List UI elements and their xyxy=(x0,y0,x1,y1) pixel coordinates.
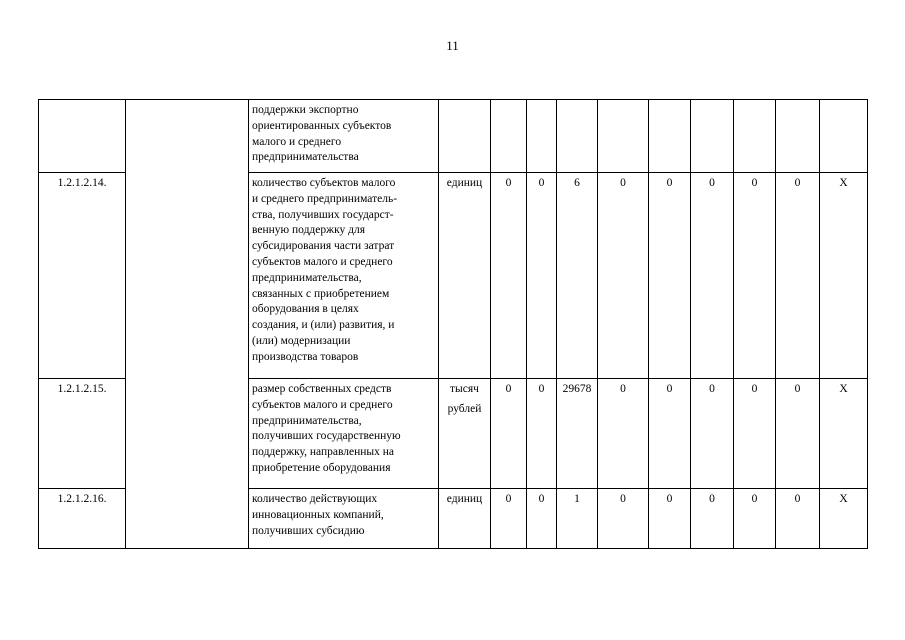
value-cell: 0 xyxy=(734,489,776,549)
value-cell: X xyxy=(820,379,868,489)
value-cell: 1 xyxy=(557,489,598,549)
value-cell: 0 xyxy=(598,173,649,379)
unit-cell: единиц xyxy=(439,489,491,549)
value-cell: 0 xyxy=(776,173,820,379)
value-cell: 0 xyxy=(527,379,557,489)
value-cell: X xyxy=(820,173,868,379)
value-cell: 0 xyxy=(491,489,527,549)
value-cell: 0 xyxy=(527,489,557,549)
description-cell: размер собственных средств субъектов малого и среднего предпринимательства, получивших государственную поддержку, направленных на приобретение оборудования xyxy=(249,379,439,489)
value-cell: 0 xyxy=(776,379,820,489)
row-code: 1.2.1.2.14. xyxy=(39,173,126,379)
indicator-table xyxy=(38,99,868,549)
value-cell: 0 xyxy=(598,379,649,489)
table-row-continuation xyxy=(39,100,868,173)
value-cell: 0 xyxy=(734,379,776,489)
value-cell: 0 xyxy=(598,489,649,549)
page-number: 11 xyxy=(446,38,459,53)
value-cell: 6 xyxy=(557,173,598,379)
value-cell: 0 xyxy=(776,489,820,549)
value-cell: 0 xyxy=(691,379,734,489)
unit-cell: тысяч рублей xyxy=(439,379,491,489)
row-code: 1.2.1.2.16. xyxy=(39,489,126,549)
value-cell: 0 xyxy=(491,379,527,489)
value-cell: 0 xyxy=(691,489,734,549)
merged-column-cell xyxy=(126,100,249,549)
value-cell: 0 xyxy=(649,379,691,489)
value-cell: 0 xyxy=(527,173,557,379)
row-code: 1.2.1.2.15. xyxy=(39,379,126,489)
value-cell: 0 xyxy=(691,173,734,379)
value-cell: 0 xyxy=(649,173,691,379)
description-cell: поддержки экспортно ориентированных субъектов малого и среднего предпринимательства xyxy=(249,100,439,173)
value-cell: 0 xyxy=(734,173,776,379)
value-cell: 29678 xyxy=(557,379,598,489)
description-cell: количество действующих инновационных компаний, получивших субсидию xyxy=(249,489,439,549)
description-cell: количество субъектов малого и среднего предприниматель- ства, получивших государст- венную поддержку для субсидирования части затрат субъектов малого и среднего предпринимательства, связанных с приобретением оборудования в целях создания, и (или) развития, и (или) модернизации производства товаров xyxy=(249,173,439,379)
value-cell: 0 xyxy=(491,173,527,379)
code-cell xyxy=(39,100,126,173)
value-cell: 0 xyxy=(649,489,691,549)
unit-cell: единиц xyxy=(439,173,491,379)
value-cell: X xyxy=(820,489,868,549)
